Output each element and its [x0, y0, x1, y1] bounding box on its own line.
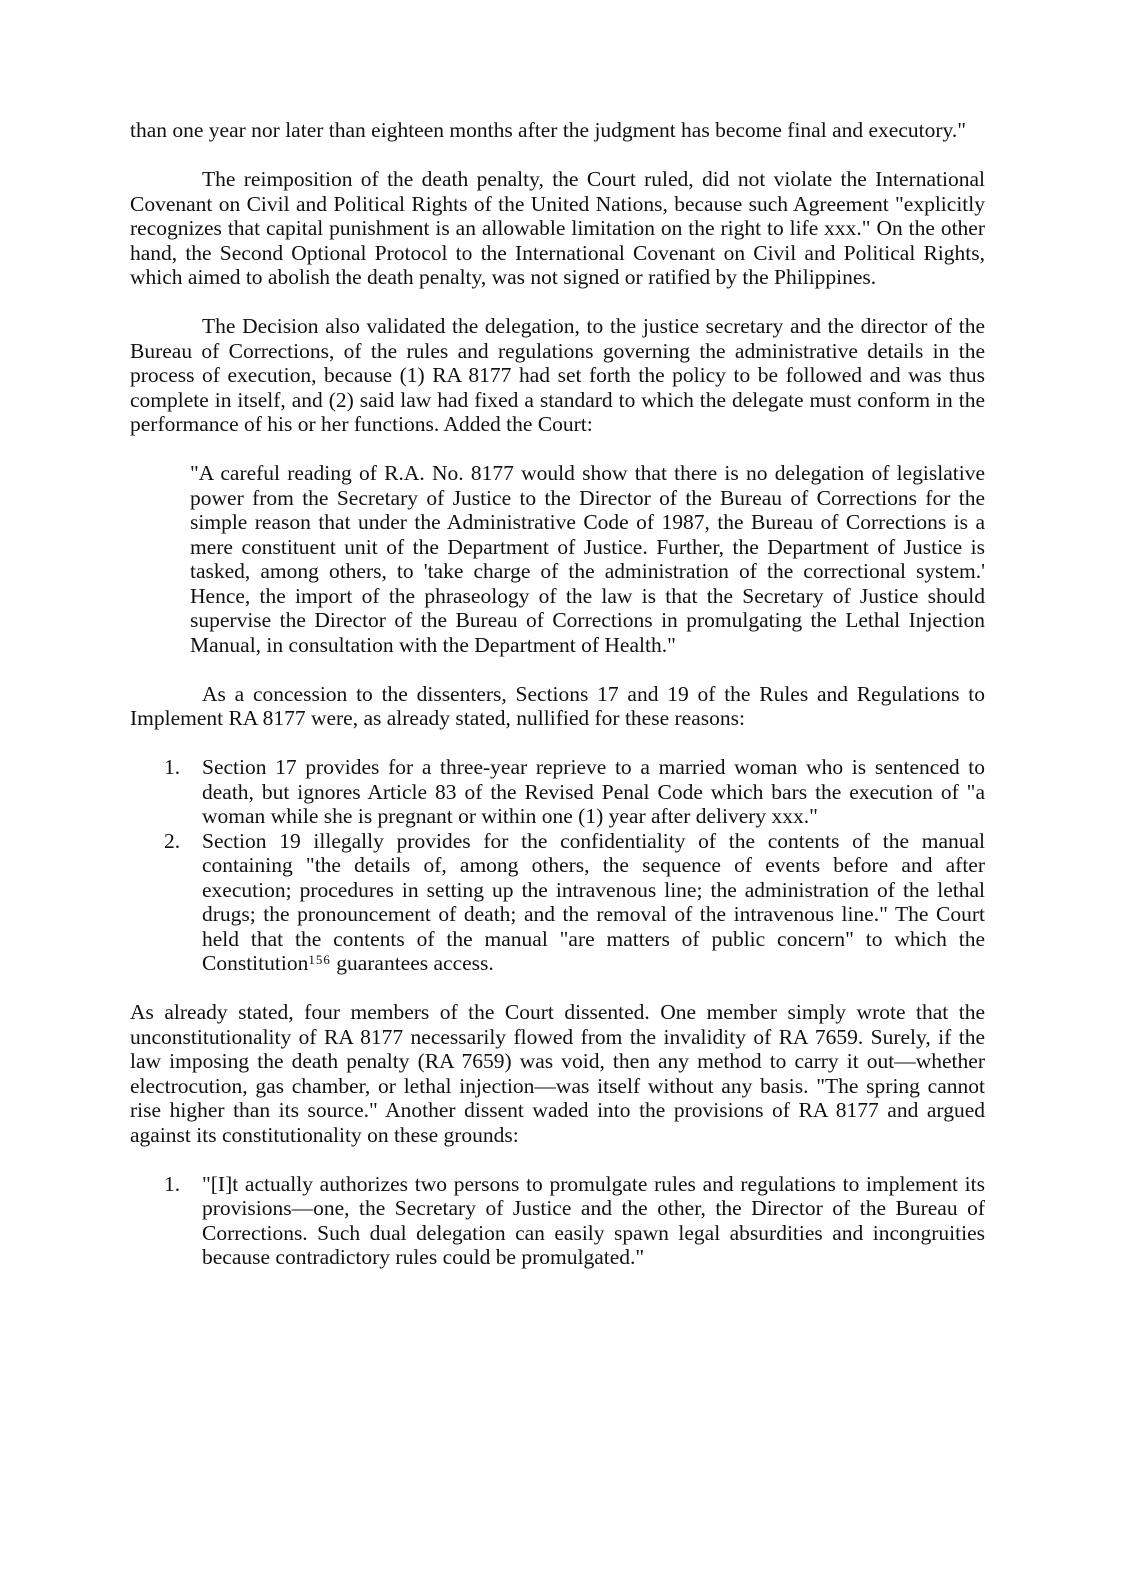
list-item-text: Section 17 provides for a three-year reprieve to a married woman who is sentenced to death, but ignores Article 83 of the Revised Penal Code which bars the execution of "a woman while she is pregnant or within one (1) year after delivery xxx." [202, 755, 985, 828]
paragraph-delegation: The Decision also validated the delegation, to the justice secretary and the director of the Bureau of Corrections, of the rules and regulations governing the administrative details in the process of execution, because (1) RA 8177 had set forth the policy to be followed and was thus complete in itself, and (2) said law had fixed a standard to which the delegate must conform in the performance of his or her functions. Added the Court: [130, 314, 985, 436]
numbered-list-nullified-sections [130, 755, 985, 976]
list-item [130, 1172, 985, 1270]
list-item-number: 1. [164, 1171, 181, 1196]
document-body [130, 118, 985, 1270]
paragraph-international-covenant: The reimposition of the death penalty, the Court ruled, did not violate the International Covenant on Civil and Political Rights of the United Nations, because such Agreement "explicitly recognizes that capital punishment is an allowable limitation on the right to life xxx." On the other hand, the Second Optional Protocol to the International Covenant on Civil and Political Rights, which aimed to abolish the death penalty, was not signed or ratified by the Philippines. [130, 167, 985, 289]
numbered-list-dissent-grounds [130, 1172, 985, 1270]
list-item-number: 2. [164, 828, 181, 853]
list-item-text: Section 19 illegally provides for the confidentiality of the contents of the manual containing "the details of, among others, the sequence of events before and after execution; procedures in setting up the intravenous line; the administration of the lethal drugs; the pronouncement of death; and the removal of the intravenous line." The Court held that the contents of the manual "are matters of public concern" to which the Constitution [202, 828, 985, 975]
list-item-text-end: guarantees access. [330, 951, 494, 975]
footnote-reference[interactable]: 156 [308, 952, 331, 967]
list-item-number: 1. [164, 755, 181, 779]
list-item-text: "[I]t actually authorizes two persons to promulgate rules and regulations to implement its provisions—one, the Secretary of Justice and the other, the Director of the Bureau of Corrections. Such dual delegation can easily spawn legal absurdities and incongruities because contradictory rules could be promulgated." [202, 1171, 985, 1269]
list-item [130, 755, 985, 829]
list-item [130, 829, 985, 976]
paragraph-dissent: As already stated, four members of the Court dissented. One member simply wrote that the unconstitutionality of RA 8177 necessarily flowed from the invalidity of RA 7659. Surely, if the law imposing the death penalty (RA 7659) was void, then any method to carry it out—whether electrocution, gas chamber, or lethal injection—was itself without any basis. "The spring cannot rise higher than its source." Another dissent waded into the provisions of RA 8177 and argued against its constitutionality on these grounds: [130, 1000, 985, 1147]
paragraph-concession: As a concession to the dissenters, Sections 17 and 19 of the Rules and Regulations to Implement RA 8177 were, as already stated, nullified for these reasons: [130, 681, 985, 730]
paragraph-continuation: than one year nor later than eighteen months after the judgment has become final and executory." [130, 118, 967, 142]
block-quote-court: "A careful reading of R.A. No. 8177 would show that there is no delegation of legislative power from the Secretary of Justice to the Director of the Bureau of Corrections for the simple reason that under the Administrative Code of 1987, the Bureau of Corrections is a mere constituent unit of the Department of Justice. Further, the Department of Justice is tasked, among others, to 'take charge of the administration of the correctional system.' Hence, the import of the phraseology of the law is that the Secretary of Justice should supervise the Director of the Bureau of Corrections in promulgating the Lethal Injection Manual, in consultation with the Department of Health." [190, 461, 985, 657]
